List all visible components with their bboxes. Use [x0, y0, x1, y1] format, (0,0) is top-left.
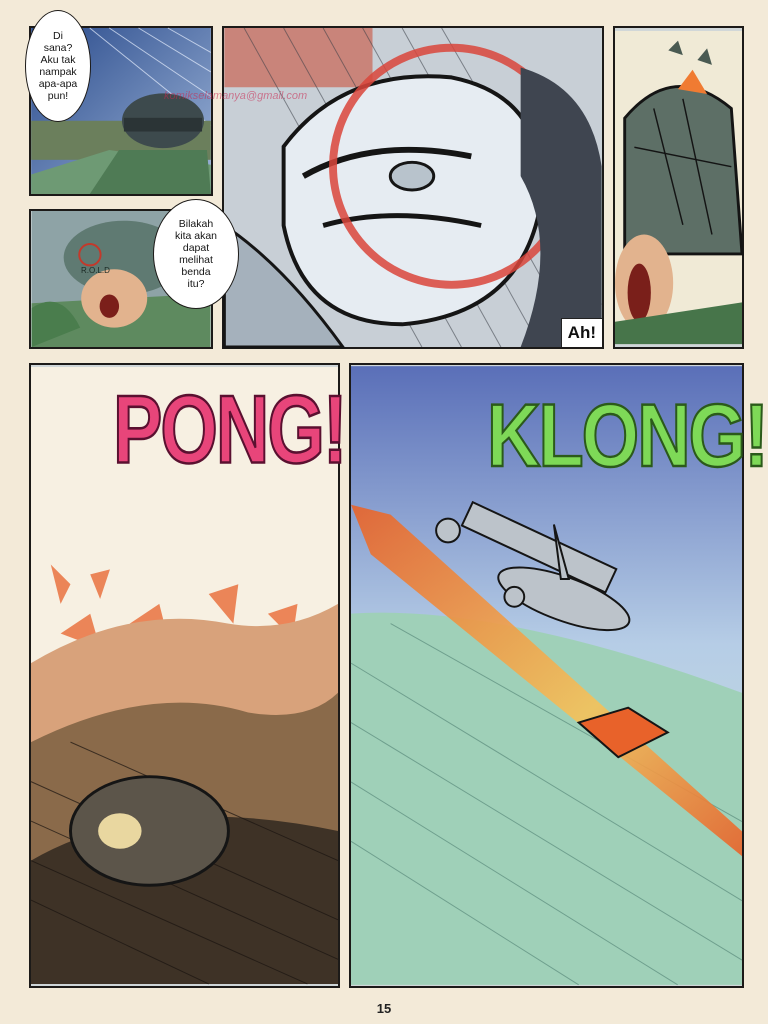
panel-helmet-crack	[613, 26, 744, 349]
speech-bubble-soldier-bottom: Bilakah kita akan dapat melihat benda itu?	[153, 199, 239, 309]
helmet-crack-art	[615, 28, 742, 347]
speech-bubble-soldier-top: Di sana? Aku tak nampak apa-apa pun!	[25, 10, 91, 122]
panel-soldier-top	[29, 26, 213, 196]
helmet-text: R.O.L.D	[81, 266, 110, 275]
panel-soldier-bottom	[29, 209, 218, 349]
panel-klong	[349, 363, 767, 988]
exclamation-ah: Ah!	[561, 318, 602, 347]
panel-pong	[29, 363, 346, 988]
watermark: komikselamanya@gmail.com	[164, 90, 308, 102]
page-number: 15	[376, 1001, 392, 1016]
robot-face-art	[224, 28, 602, 347]
sfx-klong: KLONG!	[487, 385, 767, 486]
sfx-pong: PONG!	[113, 375, 346, 484]
